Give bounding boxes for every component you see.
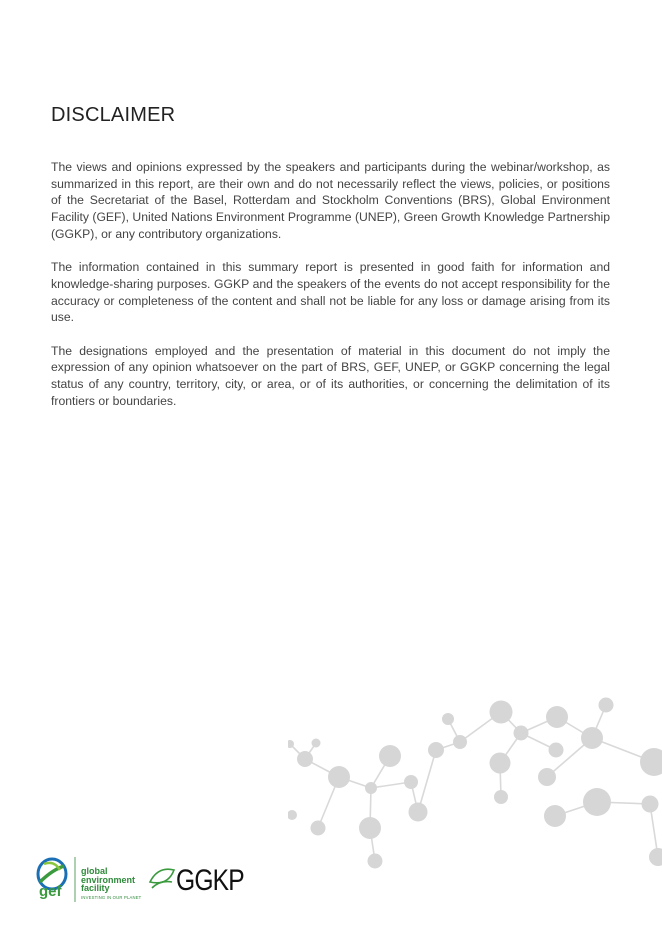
paragraph-information: The information contained in this summary report is presented in good faith for information and knowledge-sharing purposes. GGKP and the speakers of the events do not accept responsibility for the accuracy or completeness of the content and shall not be liable for any loss or damage arising from its use. (51, 260, 610, 325)
gef-word-facility: facility (81, 883, 110, 893)
gef-logo-text: gef (39, 883, 62, 900)
ggkp-logo-text: GGKP (176, 864, 244, 897)
paragraph-designations: The designations employed and the presentation of material in this document do not imply the expression of any opinion whatsoever on the part of BRS, GEF, UNEP, or GGKP concerning the legal status of any country, territory, city, or area, or of its authorities, or concerning the delimitation of its frontiers or boundaries. (51, 343, 610, 408)
page-title: DISCLAIMER (51, 104, 176, 126)
ggkp-leaf-icon (150, 869, 174, 888)
gef-tagline: INVESTING IN OUR PLANET (81, 895, 142, 900)
paragraph-views: The views and opinions expressed by the speakers and participants during the webinar/workshop, as summarized in this report, are their own and do not necessarily reflect the views, policies, or positions of the Secretariat of the Basel, Rotterdam and Stockholm Conventions (BRS), Global Environment Facility (GEF), United Nations Environment Programme (UNEP), Green Growth Knowledge Partnership (GGKP), or any contributory organizations. (51, 160, 610, 241)
gef-logo-wordmark (81, 867, 135, 893)
gef-word-environment: environment (81, 874, 136, 885)
gef-word-global: global (81, 866, 108, 876)
network-graphic (288, 690, 662, 880)
disclaimer-body (51, 159, 610, 426)
